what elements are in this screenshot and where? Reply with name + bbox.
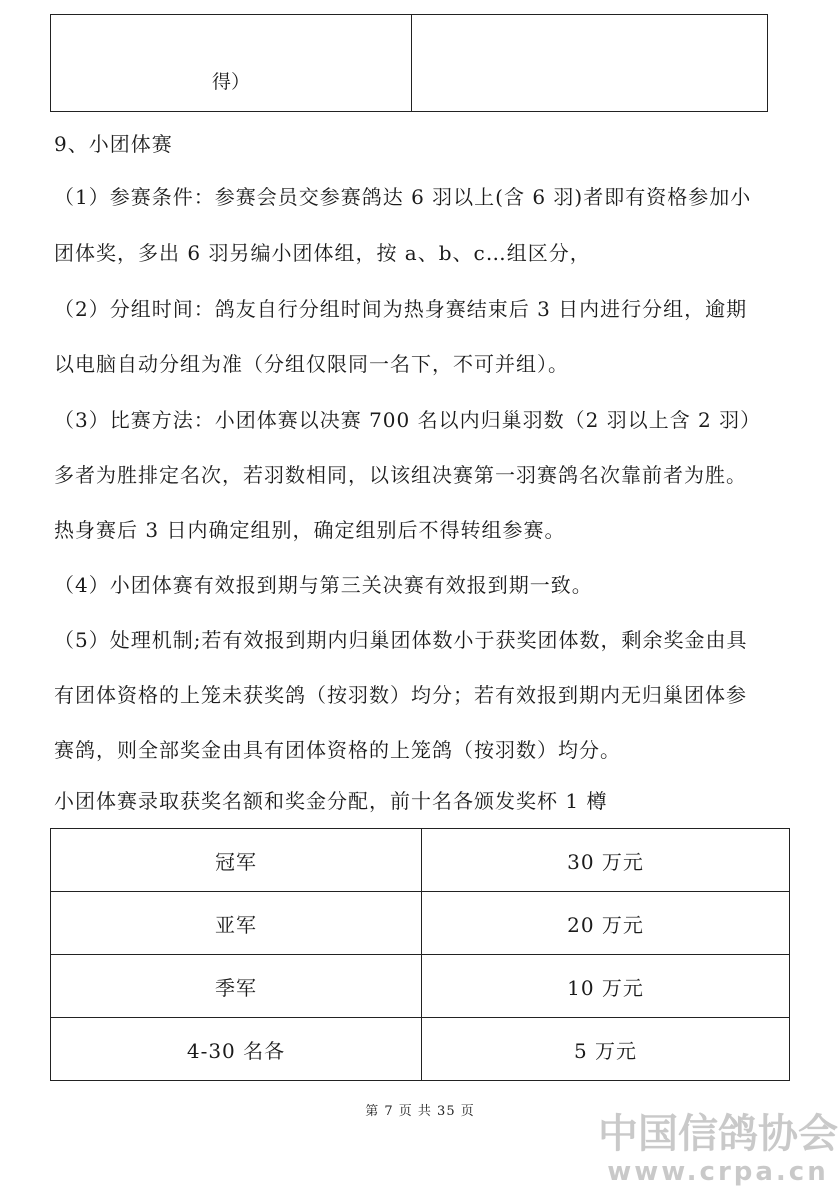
paragraph-line: （4）小团体赛有效报到期与第三关决赛有效报到期一致。	[54, 573, 593, 597]
prize-rank-cell: 季军	[51, 955, 422, 1018]
table-row	[51, 892, 790, 955]
top-table-right-cell	[412, 15, 768, 112]
prize-table	[50, 828, 790, 1081]
paragraph-line: （2）分组时间：鸽友自行分组时间为热身赛结束后 3 日内进行分组，逾期	[54, 297, 748, 321]
prize-caption: 小团体赛录取获奖名额和奖金分配，前十名各颁发奖杯 1 樽	[54, 789, 608, 813]
prize-amount-cell: 30 万元	[422, 829, 790, 892]
prize-amount-cell: 5 万元	[422, 1018, 790, 1081]
paragraph-line: 团体奖，多出 6 羽另编小团体组，按 a、b、c…组区分，	[54, 241, 591, 265]
paragraph-line: 多者为胜排定名次，若羽数相同，以该组决赛第一羽赛鸽名次靠前者为胜。	[54, 463, 747, 487]
prize-amount-cell: 10 万元	[422, 955, 790, 1018]
paragraph-line: （3）比赛方法：小团体赛以决赛 700 名以内归巢羽数（2 羽以上含 2 羽）	[54, 408, 762, 432]
page-footer: 第 7 页 共 35 页	[365, 1104, 475, 1119]
watermark-logo	[598, 1112, 838, 1188]
paragraph-line: 有团体资格的上笼未获奖鸽（按羽数）均分；若有效报到期内无归巢团体参	[54, 683, 747, 707]
table-row	[51, 955, 790, 1018]
paragraph-line: 赛鸽，则全部奖金由具有团体资格的上笼鸽（按羽数）均分。	[54, 738, 621, 762]
section-heading: 9、小团体赛	[54, 132, 173, 156]
paragraph-line: （1）参赛条件：参赛会员交参赛鸽达 6 羽以上(含 6 羽)者即有资格参加小	[54, 185, 752, 209]
table-row	[51, 1018, 790, 1081]
prize-rank-cell: 亚军	[51, 892, 422, 955]
table-row	[51, 15, 768, 112]
watermark-url: www.crpa.cn	[607, 1157, 829, 1187]
prize-rank-cell: 4-30 名各	[51, 1018, 422, 1081]
top-table-fragment	[50, 14, 768, 112]
prize-rank-cell: 冠军	[51, 829, 422, 892]
prize-amount-cell: 20 万元	[422, 892, 790, 955]
paragraph-line: （5）处理机制;若有效报到期内归巢团体数小于获奖团体数，剩余奖金由具	[54, 628, 748, 652]
table-row	[51, 829, 790, 892]
top-table-left-cell: 得）	[51, 15, 412, 112]
paragraph-line: 热身赛后 3 日内确定组别，确定组别后不得转组参赛。	[54, 518, 566, 542]
watermark-name: 中国信鸽协会	[598, 1111, 838, 1157]
paragraph-line: 以电脑自动分组为准（分组仅限同一名下，不可并组）。	[54, 352, 569, 376]
